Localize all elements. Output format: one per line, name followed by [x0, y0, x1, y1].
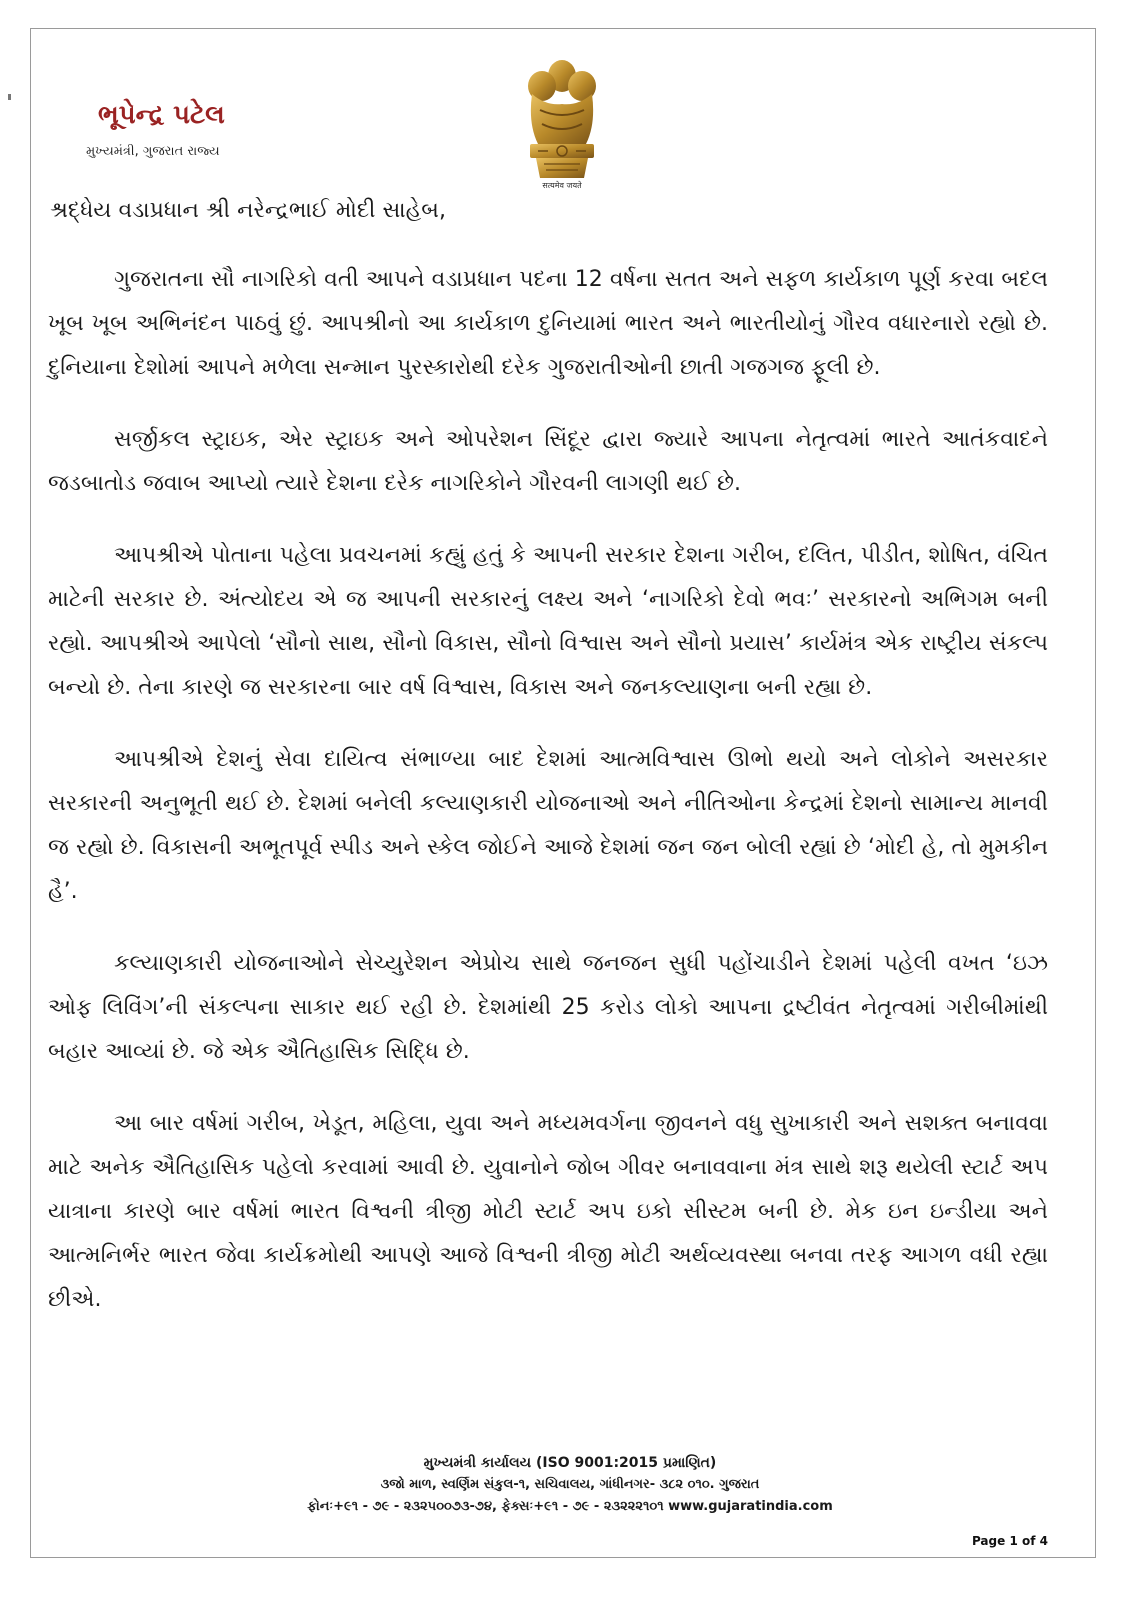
letter-paragraph: આ બાર વર્ષમાં ગરીબ, ખેડૂત, મહિલા, યુવા અને મધ્યમવર્ગના જીવનને વધુ સુખાકારી અને સશક્ત બનાવવા માટે અનેક ઐતિહાસિક પહેલો કરવામાં આવી છે. યુવાનોને જોબ ગીવર બનાવવાના મંત્ર સાથે શરૂ થયેલી સ્ટાર્ટ અપ યાત્રાના કારણે બાર વર્ષમાં ભારત વિશ્વની ત્રીજી મોટી સ્ટાર્ટ અપ ઇકો સીસ્ટમ બની છે. મેક ઇન ઇન્ડીયા અને આત્મનિર્ભર ભારત જેવા કાર્યક્રમોથી આપણે આજે વિશ્વની ત્રીજી મોટી અર્થવ્યવસ્થા બનવા તરફ આગળ વધી રહ્યા છીએ.	[48, 1111, 1048, 1312]
letter-body	[48, 258, 1048, 1350]
page-number	[972, 1534, 1048, 1548]
letter-paragraph: ગુજરાતના સૌ નાગરિકો વતી આપને વડાપ્રધાન પદના 12 વર્ષના સતત અને સફળ કાર્યકાળ પૂર્ણ કરવા બદલ ખૂબ ખૂબ અભિનંદન પાઠવું છું. આપશ્રીનો આ કાર્યકાળ દુનિયામાં ભારત અને ભારતીયોનું ગૌરવ વધારનારો રહ્યો છે. દુનિયાના દેશોમાં આપને મળેલા સન્માન પુરસ્કારોથી દરેક ગુજરાતીઓની છાતી ગજગજ ફૂલી છે.	[48, 267, 1048, 380]
footer-address: ૩જો માળ, સ્વર્ણિમ સંકુલ-૧, સચિવાલય, ગાંધીનગર- ૩૮૨ ૦૧૦. ગુજરાત	[380, 1477, 760, 1492]
letter-paragraph: આપશ્રીએ દેશનું સેવા દાયિત્વ સંભાળ્યા બાદ દેશમાં આત્મવિશ્વાસ ઊભો થયો અને લોકોને અસરકાર સરકારની અનુભૂતી થઈ છે. દેશમાં બનેલી કલ્યાણકારી યોજનાઓ અને નીતિઓના કેન્દ્રમાં દેશનો સામાન્ય માનવી જ રહ્યો છે. વિકાસની અભૂતપૂર્વ સ્પીડ અને સ્કેલ જોઈને આજે દેશમાં જન જન બોલી રહ્યાં છે ‘મોદી હે, તો મુમકીન હૈ’.	[48, 747, 1048, 904]
page-label: Page	[971, 1534, 1006, 1548]
letter-paragraph: કલ્યાણકારી યોજનાઓને સેચ્યુરેશન એપ્રોચ સાથે જનજન સુધી પહોંચાડીને દેશમાં પહેલી વખત ‘ઇઝ ઓફ લિવિંગ’ની સંકલ્પના સાકાર થઈ રહી છે. દેશમાંથી 25 કરોડ લોકો આપના દ્રષ્ટીવંત નેતૃત્વમાં ગરીબીમાંથી બહાર આવ્યાં છે. જે એક ઐતિહાસિક સિદ્ધિ છે.	[48, 951, 1048, 1064]
scan-mark	[8, 94, 11, 100]
sender-name: ભૂપેન્દ્ર પટેલ	[98, 100, 225, 130]
page-of: of	[1021, 1534, 1036, 1548]
page-current: 1	[1009, 1534, 1018, 1548]
emblem-motto: सत्यमेव जयते	[542, 181, 582, 190]
national-emblem-icon	[518, 54, 606, 194]
page-total: 4	[1039, 1534, 1048, 1548]
letter-paragraph: સર્જીકલ સ્ટ્રાઇક, એર સ્ટ્રાઇક અને ઓપરેશન સિંદૂર દ્વારા જ્યારે આપના નેતૃત્વમાં ભારતે આતંકવાદને જડબાતોડ જવાબ આપ્યો ત્યારે દેશના દરેક નાગરિકોને ગૌરવની લાગણી થઈ છે.	[48, 427, 1048, 496]
footer-office: મુખ્યમંત્રી કાર્યાલય (ISO 9001:2015 પ્રમાણિત)	[423, 1455, 717, 1471]
sender-title: મુખ્યમંત્રી, ગુજરાત રાજ્ય	[86, 144, 220, 159]
letterhead-footer	[250, 1452, 890, 1518]
footer-contact: ફોનઃ+૯૧ - ૭૯ - ૨૩૨૫૦૦૭૩-૭૪, ફેક્સઃ+૯૧ - ૭૯ - ૨૩૨૨૨૧૦૧ www.gujaratindia.com	[307, 1499, 833, 1514]
letter-salutation: શ્રદ્ધેય વડાપ્રધાન શ્રી નરેન્દ્રભાઈ મોદી સાહેબ,	[50, 198, 446, 223]
letter-paragraph: આપશ્રીએ પોતાના પહેલા પ્રવચનમાં કહ્યું હતું કે આપની સરકાર દેશના ગરીબ, દલિત, પીડીત, શોષિત, વંચિત માટેની સરકાર છે. અંત્યોદય એ જ આપની સરકારનું લક્ષ્ય અને ‘નાગરિકો દેવો ભવઃ’ સરકારનો અભિગમ બની રહ્યો. આપશ્રીએ આપેલો ‘સૌનો સાથ, સૌનો વિકાસ, સૌનો વિશ્વાસ અને સૌનો પ્રયાસ’ કાર્યમંત્ર એક રાષ્ટ્રીય સંકલ્પ બન્યો છે. તેના કારણે જ સરકારના બાર વર્ષ વિશ્વાસ, વિકાસ અને જનકલ્યાણના બની રહ્યા છે.	[48, 543, 1048, 700]
